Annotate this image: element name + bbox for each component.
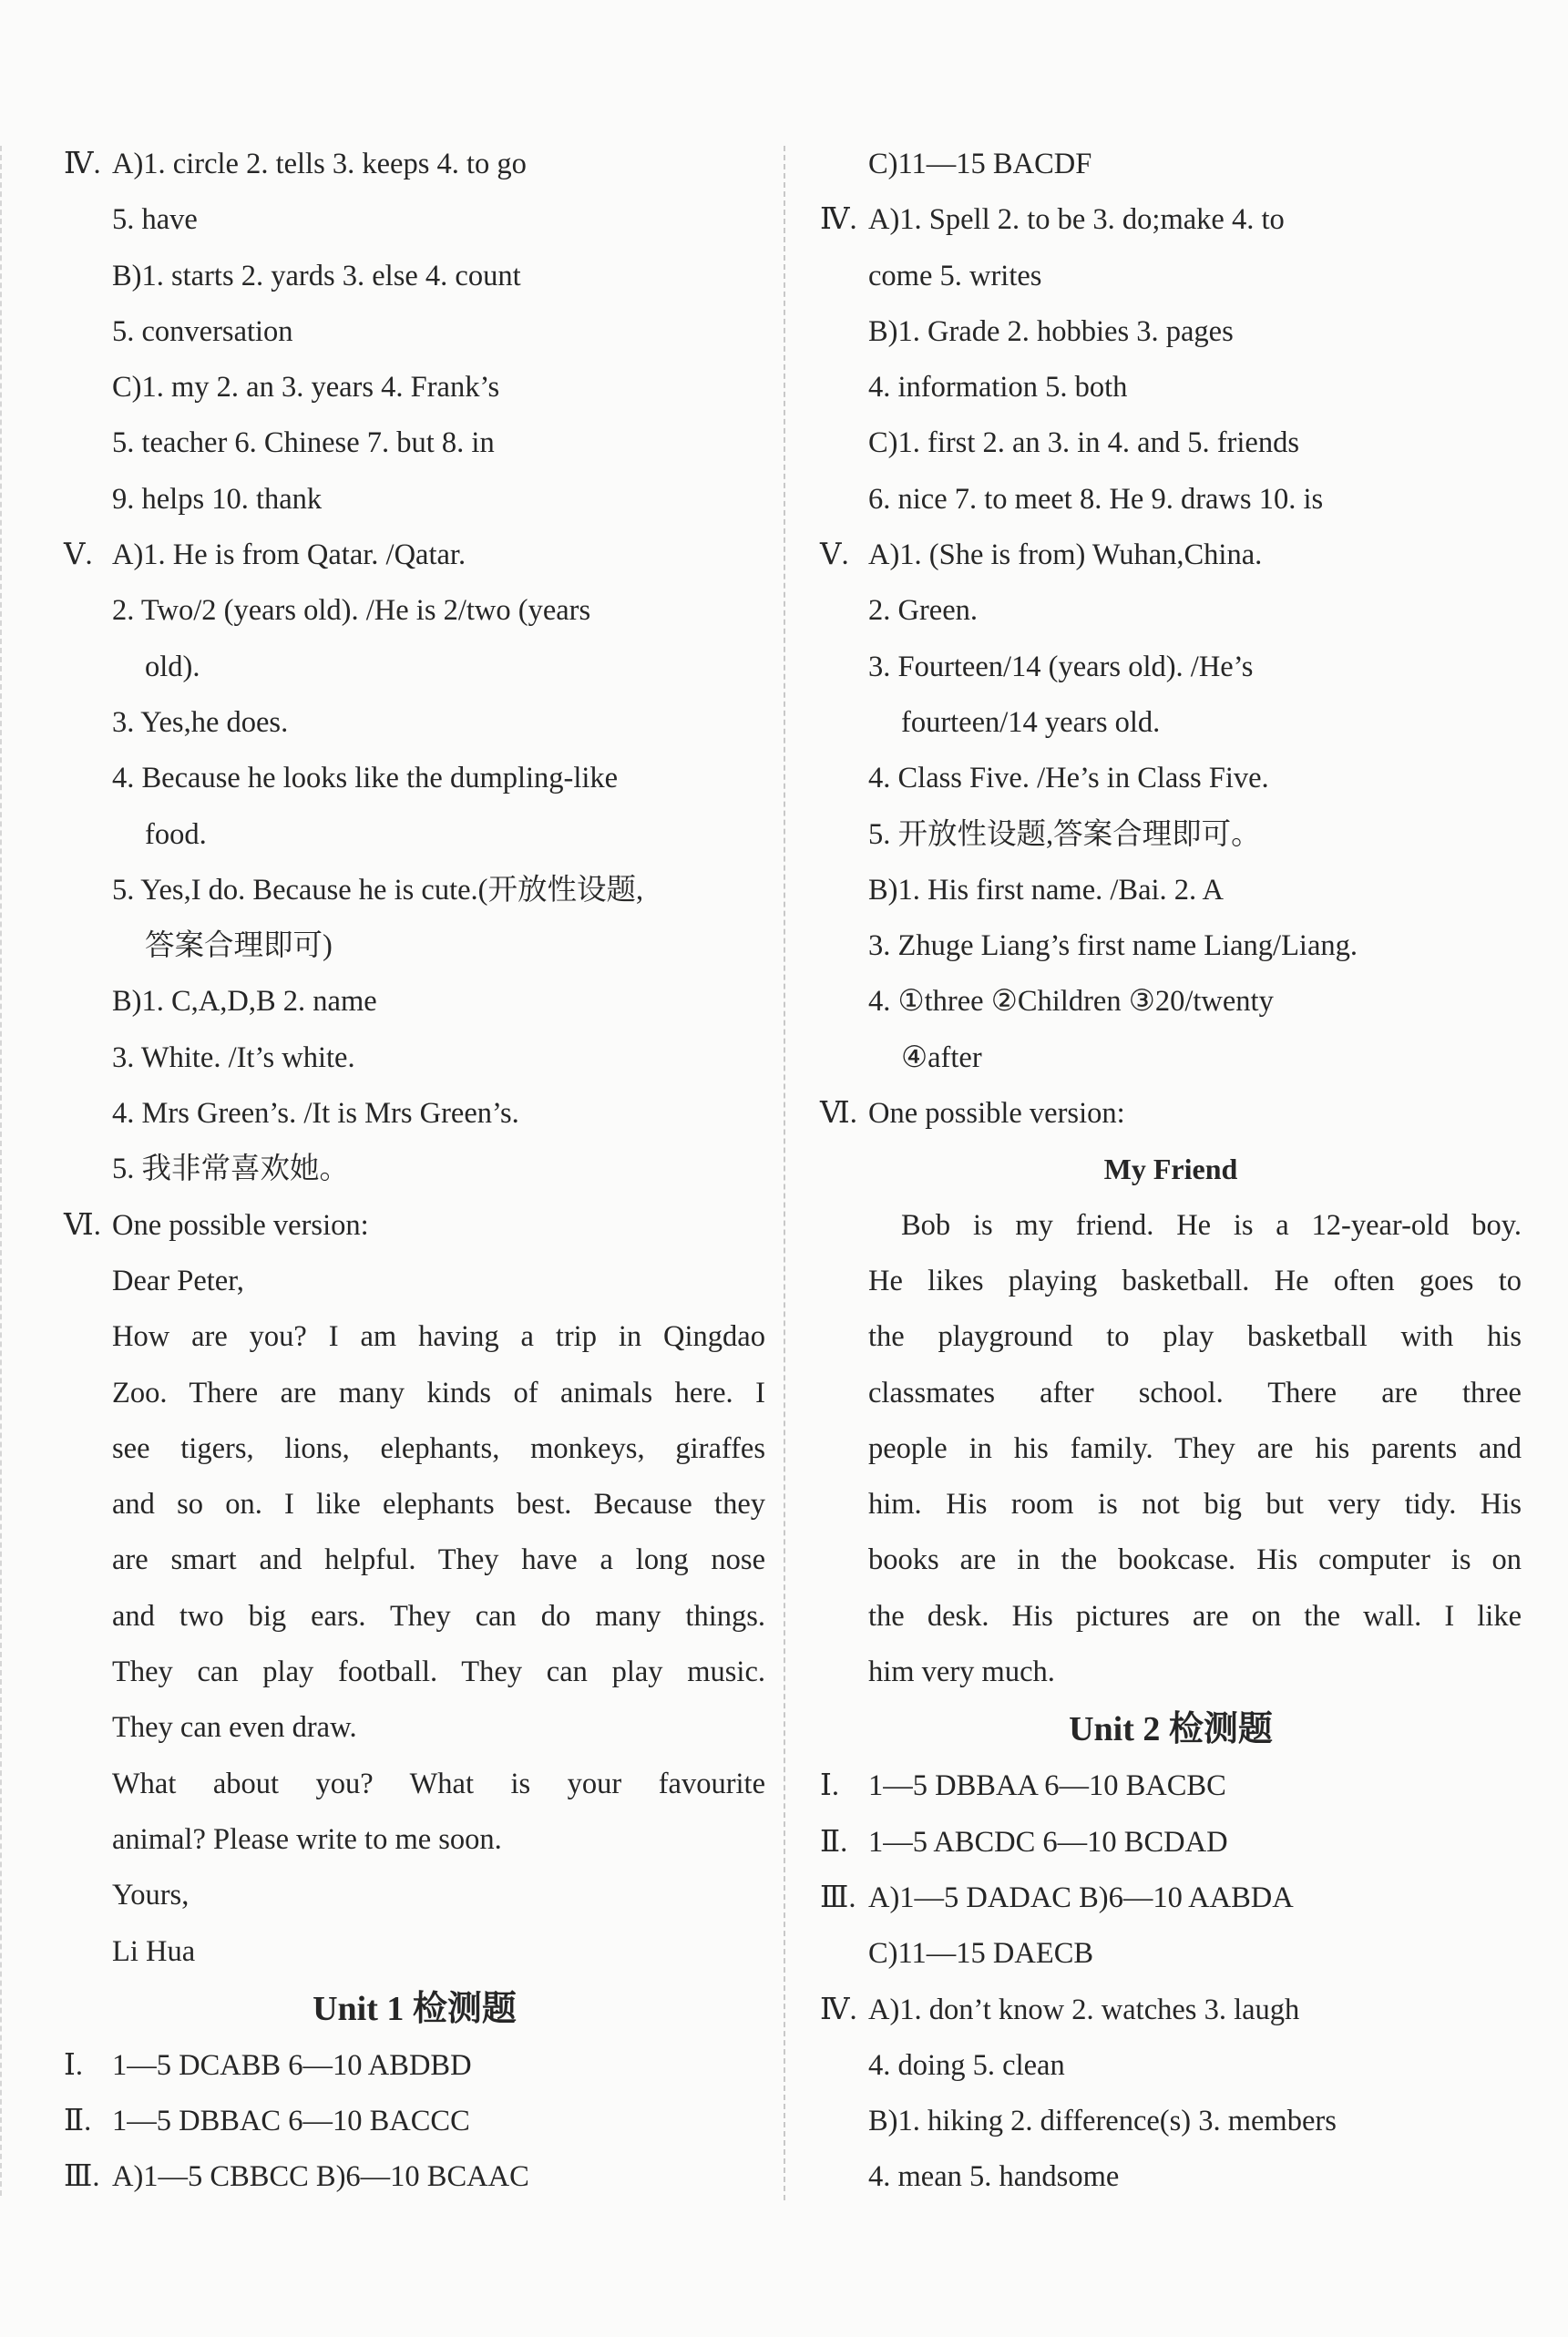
answer-line: old). xyxy=(145,650,200,683)
letter-line: They can play football. They can play music. xyxy=(112,1655,765,1689)
letter-line: Zoo. There are many kinds of animals here. I xyxy=(112,1376,765,1409)
answer-line: B)1. C,A,D,B 2. name xyxy=(112,985,377,1019)
section-5 xyxy=(820,528,1522,1086)
essay-line: classmates after school. There are three xyxy=(868,1376,1522,1409)
section-number: Ⅱ. xyxy=(64,2105,92,2138)
letter-line: and so on. I like elephants best. Because they xyxy=(112,1488,765,1522)
essay-line: him very much. xyxy=(868,1655,1055,1689)
section-number: Ⅳ. xyxy=(64,148,101,180)
answer-line: 5. 开放性设题,答案合理即可。 xyxy=(868,817,1261,851)
section-number: Ⅴ. xyxy=(64,538,93,572)
answer-line: C)1. first 2. an 3. in 4. and 5. friends xyxy=(868,426,1299,460)
right-column xyxy=(820,137,1522,2206)
essay-line: He likes playing basketball. He often goes to xyxy=(868,1264,1522,1297)
letter-line: and two big ears. They can do many things. xyxy=(112,1599,765,1633)
answer-line: Ⅴ. A)1. (She is from) Wuhan,China. xyxy=(820,528,1522,583)
answer-line: Ⅵ. One possible version: xyxy=(820,1086,1522,1142)
unit-2-heading: Unit 2 检测题 xyxy=(1069,1710,1273,1749)
answer-line: C)11—15 DAECB xyxy=(868,1937,1094,1971)
essay-line: the desk. His pictures are on the wall. I like xyxy=(868,1599,1522,1633)
answer-line: Ⅳ. A)1. Spell 2. to be 3. do;make 4. to xyxy=(820,192,1522,248)
essay-line: Bob is my friend. He is a 12-year-old boy. xyxy=(901,1208,1522,1242)
section-number: Ⅴ. xyxy=(820,538,849,572)
answer-line: Ⅲ. A)1—5 CBBCC B)6—10 BCAAC xyxy=(64,2149,765,2205)
letter-line: They can even draw. xyxy=(112,1711,357,1745)
letter-line: What about you? What is your favourite xyxy=(112,1767,765,1800)
letter-signature: Li Hua xyxy=(112,1934,196,1968)
answer-line: Ⅲ. A)1—5 DADAC B)6—10 AABDA xyxy=(820,1871,1522,1926)
answer-line: 3. Zhuge Liang’s first name Liang/Liang. xyxy=(868,929,1358,963)
column-divider xyxy=(784,146,785,2200)
section-number: Ⅰ. xyxy=(64,2048,83,2082)
unit-1-test xyxy=(64,1980,765,2206)
letter-line: are smart and helpful. They have a long nose xyxy=(112,1543,765,1577)
answer-line: 5. teacher 6. Chinese 7. but 8. in xyxy=(112,426,495,460)
section-5 xyxy=(64,528,765,1198)
answer-line: 2. Green. xyxy=(868,594,979,628)
answer-line: food. xyxy=(145,817,207,851)
answer-line: B)1. His first name. /Bai. 2. A xyxy=(868,873,1224,907)
answer-line: 答案合理即可) xyxy=(145,929,333,963)
answer-line: 4. mean 5. handsome xyxy=(868,2160,1120,2194)
section-number: Ⅱ. xyxy=(820,1825,848,1859)
essay-line: people in his family. They are his parents and xyxy=(868,1431,1522,1465)
answer-line: 3. White. /It’s white. xyxy=(112,1040,355,1074)
section-6 xyxy=(820,1086,1522,1700)
answer-line: Ⅱ. 1—5 ABCDC 6—10 BCDAD xyxy=(820,1815,1522,1871)
answer-line: 6. nice 7. to meet 8. He 9. draws 10. is xyxy=(868,482,1324,516)
answer-line: come 5. writes xyxy=(868,259,1042,292)
answer-line: 2. Two/2 (years old). /He is 2/two (years xyxy=(112,594,591,628)
answer-line: 3. Yes,he does. xyxy=(112,705,289,739)
unit-2-test xyxy=(820,1700,1522,2205)
letter-line: see tigers, lions, elephants, monkeys, giraffes xyxy=(112,1431,765,1465)
answer-line: 4. information 5. both xyxy=(868,371,1128,405)
answer-line: 5. conversation xyxy=(112,314,293,348)
section-4 xyxy=(820,192,1522,528)
answer-line: B)1. hiking 2. difference(s) 3. members xyxy=(868,2105,1337,2138)
answer-line: 4. Mrs Green’s. /It is Mrs Green’s. xyxy=(112,1097,519,1131)
letter-greeting: Dear Peter, xyxy=(112,1264,244,1297)
answer-line: Ⅵ. One possible version: xyxy=(64,1198,765,1254)
answer-line: 4. Because he looks like the dumpling-like xyxy=(112,762,619,795)
answer-line: 4. ①three ②Children ③20/twenty xyxy=(868,985,1274,1019)
answer-line: 9. helps 10. thank xyxy=(112,482,323,516)
left-column xyxy=(64,137,765,2206)
letter-closing: Yours, xyxy=(112,1879,190,1912)
essay-line: books are in the bookcase. His computer is on xyxy=(868,1543,1522,1577)
section-number: Ⅲ. xyxy=(64,2160,100,2194)
answer-line: Ⅴ. A)1. He is from Qatar. /Qatar. xyxy=(64,528,765,583)
section-number: Ⅳ. xyxy=(820,203,857,237)
answer-line: Ⅰ. 1—5 DCABB 6—10 ABDBD xyxy=(64,2038,765,2094)
letter-line: animal? Please write to me soon. xyxy=(112,1822,502,1856)
answer-line: 3. Fourteen/14 (years old). /He’s xyxy=(868,650,1254,683)
section-6 xyxy=(64,1198,765,1980)
answer-line: 4. doing 5. clean xyxy=(868,2048,1065,2082)
section-number: Ⅵ. xyxy=(820,1097,857,1131)
letter-line: How are you? I am having a trip in Qingdao xyxy=(112,1320,765,1354)
essay-line: the playground to play basketball with his xyxy=(868,1320,1522,1354)
section-4 xyxy=(64,137,765,528)
answer-line: C)11—15 BACDF xyxy=(868,148,1092,180)
answer-line: Ⅳ. A)1. don’t know 2. watches 3. laugh xyxy=(820,1983,1522,2038)
answer-line: 5. 我非常喜欢她。 xyxy=(112,1153,350,1186)
answer-line: B)1. starts 2. yards 3. else 4. count xyxy=(112,259,521,292)
answer-line: Ⅰ. 1—5 DBBAA 6—10 BACBC xyxy=(820,1758,1522,1814)
essay-title: My Friend xyxy=(1103,1153,1238,1186)
answer-line: fourteen/14 years old. xyxy=(901,705,1161,739)
essay-line: him. His room is not big but very tidy. His xyxy=(868,1488,1522,1522)
answer-line: 5. Yes,I do. Because he is cute.(开放性设题, xyxy=(112,873,644,907)
answer-line: B)1. Grade 2. hobbies 3. pages xyxy=(868,314,1234,348)
answer-line: Ⅱ. 1—5 DBBAC 6—10 BACCC xyxy=(64,2094,765,2149)
answer-line: 5. have xyxy=(112,203,198,237)
unit-1-heading: Unit 1 检测题 xyxy=(313,1989,517,2028)
section-number: Ⅰ. xyxy=(820,1769,839,1803)
answer-line: ④after xyxy=(901,1040,982,1074)
answer-line: C)1. my 2. an 3. years 4. Frank’s xyxy=(112,371,500,405)
section-number: Ⅳ. xyxy=(820,1993,857,2026)
answer-line: Ⅳ. A)1. circle 2. tells 3. keeps 4. to go xyxy=(64,137,765,192)
page-edge-margin xyxy=(0,146,2,2196)
section-number: Ⅲ. xyxy=(820,1881,856,1914)
answer-line: 4. Class Five. /He’s in Class Five. xyxy=(868,762,1269,795)
section-number: Ⅵ. xyxy=(64,1208,101,1242)
